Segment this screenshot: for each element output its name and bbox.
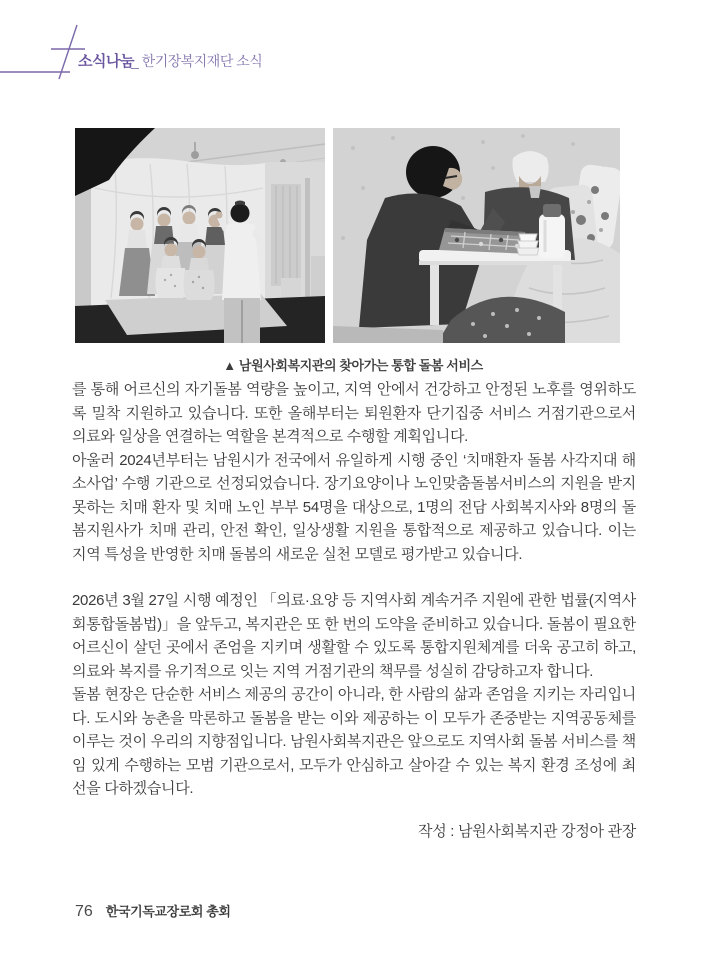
author-byline: 작성 : 남원사회복지관 강정아 관장 — [418, 822, 636, 840]
paragraph: 를 통해 어르신의 자기돌봄 역량을 높이고, 지역 안에서 건강하고 안정된 노후를 영위하도록 밀착 지원하고 있습니다. 또한 올해부터는 퇴원환자 단기집중 서비스 거점기관으로서 의료와 일상을 연결하는 역할을 본격적으로 수행할 계획입니다. — [72, 381, 636, 445]
cross-logo-icon — [0, 20, 90, 80]
article-body — [72, 378, 636, 843]
paragraph: 2026년 3월 27일 시행 예정인 「의료·요양 등 지역사회 계속거주 지원에 관한 법률(지역사회통합돌봄법)」을 앞두고, 복지관은 또 한 번의 도약을 준비하고 있습니다. 돌봄이 필요한 어르신이 살던 곳에서 존엄을 지키며 생활할 수 있도록 통합지원체계를 더욱 공고히 하고, 의료와 복지를 유기적으로 잇는 지역 거점기관의 책무를 성실히 감당하고자 합니다. — [72, 592, 636, 680]
paragraph: 아울러 2024년부터는 남원시가 전국에서 유일하게 시행 중인 ‘치매환자 돌봄 사각지대 해소사업’ 수행 기관으로 선정되었습니다. 장기요양이나 노인맞춤돌봄서비스의 지원을 받지 못하는 치매 환자 및 치매 노인 부부 54명을 대상으로, 1명의 전담 사회복지사와 8명의 돌봄지원사가 치매 관리, 안전 확인, 일상생활 지원을 통합적으로 제공하고 있습니다. 이는 지역 특성을 반영한 치매 돌봄의 새로운 실천 모델로 평가받고 있습니다. — [72, 451, 636, 563]
page-number: 76 — [75, 903, 93, 920]
photo-row — [75, 128, 620, 343]
home-visit-photo — [333, 128, 620, 343]
paragraph: 돌봄 현장은 단순한 서비스 제공의 공간이 아니라, 한 사람의 삶과 존엄을 지키는 자리입니다. 도시와 농촌을 막론하고 돌봄을 받는 이와 제공하는 이 모두가 존중받는 지역공동체를 이루는 것이 우리의 지향점입니다. 남원사회복지관은 앞으로도 지역사회 돌봄 서비스를 책임 있게 수행하는 모범 기관으로서, 모두가 안심하고 살아갈 수 있는 복지 환경 조성에 최선을 다하겠습니다. — [72, 686, 636, 797]
page-footer — [75, 901, 231, 921]
photo-caption: ▲ 남원사회복지관의 찾아가는 통합 돌봄 서비스 — [223, 358, 483, 373]
publication-title: 한국기독교장로회 총회 — [105, 904, 231, 919]
studio-photo — [75, 128, 325, 343]
page-header — [0, 0, 706, 90]
section-title: 소식나눔 — [78, 53, 134, 70]
section-subtitle: _ 한기장복지재단 소식 — [131, 53, 263, 69]
paper-cups — [517, 234, 539, 255]
